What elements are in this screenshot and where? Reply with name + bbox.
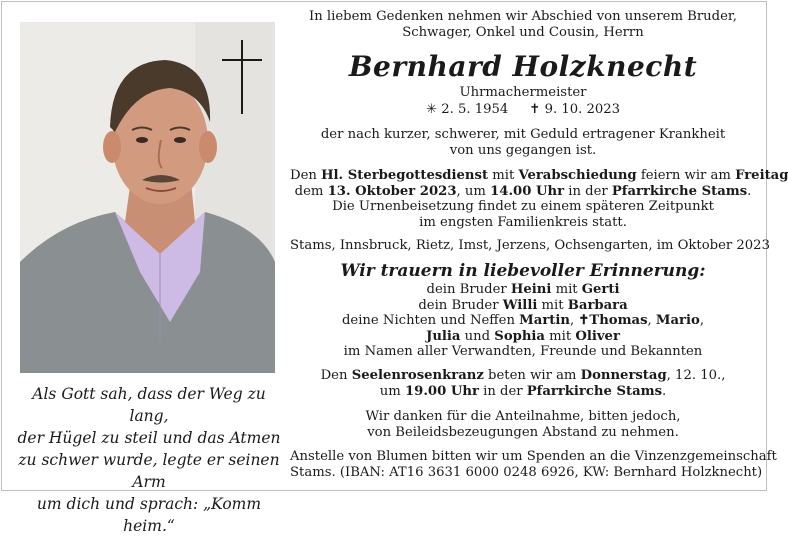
donation-line: Stams. (IBAN: AT16 3631 6000 0248 6926, KW: Bernhard Holzknecht): [290, 464, 763, 480]
service-line: Den Hl. Sterbegottesdienst mit Verabschiedung feiern wir am Freitag: [290, 168, 788, 183]
mourner-line: dein Bruder Heini mit Gerti: [426, 282, 620, 297]
illness-text: [290, 127, 756, 158]
rosary-line: um 19.00 Uhr in der Pfarrkirche Stams.: [379, 383, 667, 399]
thanks-line: Wir danken für die Anteilnahme, bitten jedoch,: [365, 409, 681, 424]
cross-icon: [222, 40, 262, 114]
illness-line: der nach kurzer, schwerer, mit Geduld ertragener Krankheit: [320, 127, 726, 142]
place-date: Stams, Innsbruck, Rietz, Imst, Jerzens, Ochsengarten, im Oktober 2023: [290, 238, 770, 253]
quote-line: um dich und sprach: „Komm heim.“: [36, 495, 262, 535]
quote-line: der Hügel zu steil und das Atmen: [17, 429, 281, 447]
service-line: Die Urnenbeisetzung findet zu einem späteren Zeitpunkt: [332, 199, 714, 214]
birth-icon: ✳: [425, 102, 437, 117]
service-line: im engsten Familienkreis statt.: [419, 214, 627, 230]
death-icon: ✝: [529, 102, 541, 117]
rosary-line: Den Seelenrosenkranz beten wir am Donnerstag, 12. 10.,: [320, 368, 726, 383]
death-date: 9. 10. 2023: [544, 102, 621, 117]
intro-text: [290, 9, 756, 40]
rosary-text: [290, 368, 756, 399]
mourner-line: dein Bruder Willi mit Barbara: [418, 297, 628, 313]
birth-date: 2. 5. 1954: [441, 102, 509, 117]
donation-line: Anstelle von Blumen bitten wir um Spenden an die Vinzenzgemeinschaft: [290, 449, 777, 464]
memorial-quote: [14, 383, 284, 537]
thanks-line: von Beileidsbezeugungen Abstand zu nehmen.: [367, 424, 679, 440]
mourners-list: [290, 282, 756, 360]
occupation: Uhrmachermeister: [459, 85, 587, 100]
intro-line: In liebem Gedenken nehmen wir Abschied von unserem Bruder,: [309, 9, 737, 24]
mourner-line: Julia und Sophia mit Oliver: [426, 328, 620, 344]
quote-line: Als Gott sah, dass der Weg zu lang,: [32, 385, 266, 425]
service-line: dem 13. Oktober 2023, um 14.00 Uhr in der Pfarrkirche Stams.: [294, 183, 752, 199]
funeral-service-text: [290, 168, 788, 230]
mourner-line: im Namen aller Verwandten, Freunde und Bekannten: [343, 344, 703, 359]
donation-text: [290, 449, 777, 480]
deceased-name: Bernhard Holzknecht: [348, 50, 698, 83]
intro-line: Schwager, Onkel und Cousin, Herrn: [402, 24, 644, 40]
mourner-line: deine Nichten und Neffen Martin, ✝Thomas, Mario,: [341, 313, 705, 328]
illness-line: von uns gegangen ist.: [449, 142, 597, 158]
thanks-text: [290, 409, 756, 440]
life-dates: [290, 102, 756, 118]
mourning-title: Wir trauern in liebevoller Erinnerung:: [340, 261, 706, 281]
quote-line: zu schwer wurde, legte er seinen Arm: [18, 451, 280, 491]
